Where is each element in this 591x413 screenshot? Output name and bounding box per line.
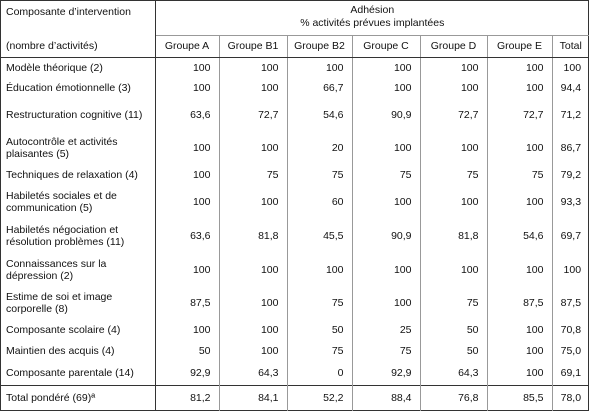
adhesion-title: Adhésion (350, 4, 395, 16)
value-cell: 100 (219, 287, 287, 321)
value-cell: 71,2 (552, 98, 589, 132)
table-row (1, 320, 589, 340)
table-row (1, 57, 589, 77)
value-cell: 64,3 (219, 361, 287, 385)
value-cell: 75,0 (552, 341, 589, 361)
table-row (1, 98, 589, 132)
row-label: Éducation émotionnelle (3) (1, 77, 155, 97)
value-cell: 100 (487, 361, 552, 385)
value-cell: 100 (420, 132, 487, 166)
value-cell: 63,6 (155, 219, 219, 253)
value-cell: 92,9 (352, 361, 420, 385)
value-cell: 93,3 (552, 186, 589, 220)
value-cell: 100 (219, 341, 287, 361)
value-cell: 79,2 (552, 165, 589, 185)
value-cell: 64,3 (420, 361, 487, 385)
table-row (1, 287, 589, 321)
table-row (1, 186, 589, 220)
value-cell: 86,7 (552, 132, 589, 166)
value-cell: 100 (155, 253, 219, 287)
row-label: Autocontrôle et activités plaisantes (5) (1, 132, 155, 166)
total-value-cell: 84,1 (219, 385, 287, 411)
adhesion-table (1, 1, 589, 411)
count-header: (nombre d’activités) (1, 36, 155, 57)
value-cell: 100 (487, 186, 552, 220)
value-cell: 100 (287, 253, 352, 287)
value-cell: 75 (287, 287, 352, 321)
row-label: Habiletés sociales et de communication (5) (1, 186, 155, 220)
value-cell: 50 (155, 341, 219, 361)
value-cell: 100 (155, 132, 219, 166)
value-cell: 100 (219, 320, 287, 340)
table-row (1, 219, 589, 253)
value-cell: 100 (219, 77, 287, 97)
total-value-cell: 78,0 (552, 385, 589, 411)
column-header: Groupe E (487, 36, 552, 57)
value-cell: 100 (552, 253, 589, 287)
row-label: Composante scolaire (4) (1, 320, 155, 340)
value-cell: 72,7 (219, 98, 287, 132)
header-row-columns (1, 36, 589, 57)
total-value-cell: 88,4 (352, 385, 420, 411)
value-cell: 100 (219, 132, 287, 166)
value-cell: 72,7 (487, 98, 552, 132)
value-cell: 100 (155, 186, 219, 220)
value-cell: 100 (219, 253, 287, 287)
total-value-cell: 52,2 (287, 385, 352, 411)
table-row (1, 165, 589, 185)
value-cell: 92,9 (155, 361, 219, 385)
table-row (1, 341, 589, 361)
row-label: Restructuration cognitive (11) (1, 98, 155, 132)
value-cell: 75 (287, 165, 352, 185)
table-row (1, 77, 589, 97)
value-cell: 20 (287, 132, 352, 166)
value-cell: 25 (352, 320, 420, 340)
table-row (1, 132, 589, 166)
value-cell: 100 (352, 77, 420, 97)
row-label: Maintien des acquis (4) (1, 341, 155, 361)
value-cell: 100 (155, 77, 219, 97)
adhesion-subtitle: % activités prévues implantées (300, 17, 445, 29)
column-header: Groupe C (352, 36, 420, 57)
value-cell: 0 (287, 361, 352, 385)
value-cell: 100 (487, 57, 552, 77)
value-cell: 75 (352, 341, 420, 361)
header-row-top (1, 1, 589, 36)
value-cell: 60 (287, 186, 352, 220)
value-cell: 100 (487, 341, 552, 361)
value-cell: 70,8 (552, 320, 589, 340)
value-cell: 100 (552, 57, 589, 77)
value-cell: 66,7 (287, 77, 352, 97)
value-cell: 100 (420, 57, 487, 77)
table-row (1, 361, 589, 385)
row-label: Habiletés négociation et résolution problèmes (11) (1, 219, 155, 253)
value-cell: 87,5 (552, 287, 589, 321)
row-label: Connaissances sur la dépression (2) (1, 253, 155, 287)
value-cell: 81,8 (420, 219, 487, 253)
value-cell: 100 (352, 253, 420, 287)
value-cell: 100 (352, 57, 420, 77)
total-row (1, 385, 589, 411)
value-cell: 100 (420, 77, 487, 97)
value-cell: 100 (420, 253, 487, 287)
row-label: Composante parentale (14) (1, 361, 155, 385)
value-cell: 90,9 (352, 219, 420, 253)
value-cell: 75 (352, 165, 420, 185)
value-cell: 54,6 (287, 98, 352, 132)
value-cell: 75 (487, 165, 552, 185)
row-label: Techniques de relaxation (4) (1, 165, 155, 185)
value-cell: 81,8 (219, 219, 287, 253)
value-cell: 45,5 (287, 219, 352, 253)
value-cell: 100 (155, 320, 219, 340)
value-cell: 90,9 (352, 98, 420, 132)
column-header: Groupe A (155, 36, 219, 57)
total-value-cell: 85,5 (487, 385, 552, 411)
value-cell: 100 (155, 165, 219, 185)
value-cell: 100 (352, 186, 420, 220)
value-cell: 100 (487, 320, 552, 340)
component-header: Composante d’intervention (1, 1, 155, 36)
total-value-cell: 81,2 (155, 385, 219, 411)
value-cell: 75 (287, 341, 352, 361)
value-cell: 100 (219, 186, 287, 220)
row-label: Modèle théorique (2) (1, 57, 155, 77)
column-header: Total (552, 36, 589, 57)
value-cell: 100 (352, 132, 420, 166)
value-cell: 50 (420, 341, 487, 361)
row-label: Estime de soi et image corporelle (8) (1, 287, 155, 321)
column-header: Groupe B2 (287, 36, 352, 57)
value-cell: 69,1 (552, 361, 589, 385)
value-cell: 75 (420, 287, 487, 321)
value-cell: 63,6 (155, 98, 219, 132)
value-cell: 75 (219, 165, 287, 185)
value-cell: 100 (219, 57, 287, 77)
value-cell: 100 (487, 253, 552, 287)
value-cell: 94,4 (552, 77, 589, 97)
value-cell: 69,7 (552, 219, 589, 253)
value-cell: 72,7 (420, 98, 487, 132)
adhesion-header (155, 1, 589, 36)
value-cell: 87,5 (487, 287, 552, 321)
value-cell: 87,5 (155, 287, 219, 321)
total-value-cell: 76,8 (420, 385, 487, 411)
value-cell: 54,6 (487, 219, 552, 253)
value-cell: 100 (487, 77, 552, 97)
value-cell: 100 (352, 287, 420, 321)
value-cell: 100 (287, 57, 352, 77)
total-label: Total pondéré (69)ª (1, 385, 155, 411)
value-cell: 100 (420, 186, 487, 220)
value-cell: 50 (420, 320, 487, 340)
column-header: Groupe D (420, 36, 487, 57)
value-cell: 100 (155, 57, 219, 77)
value-cell: 50 (287, 320, 352, 340)
value-cell: 100 (487, 132, 552, 166)
value-cell: 75 (420, 165, 487, 185)
column-header: Groupe B1 (219, 36, 287, 57)
table-row (1, 253, 589, 287)
